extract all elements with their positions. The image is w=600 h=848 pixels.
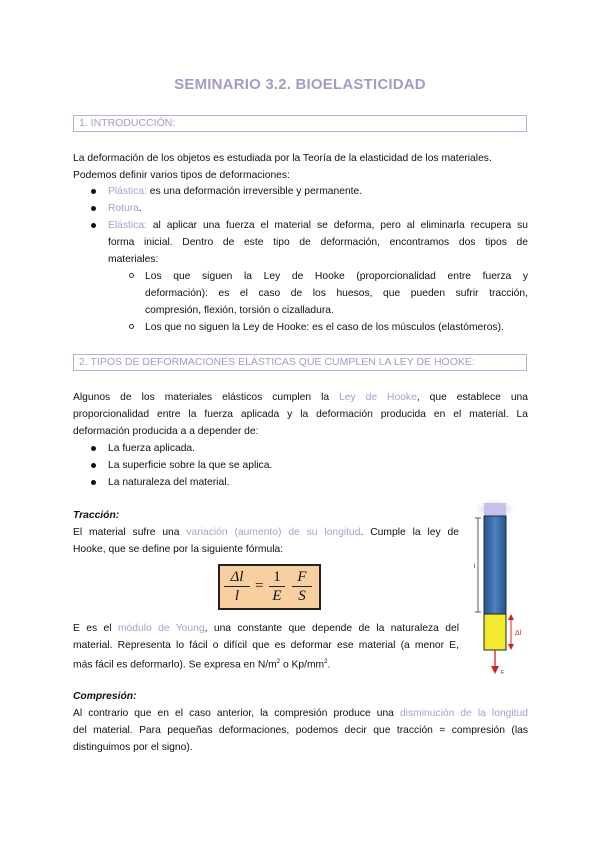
section-2-line-2: proporcionalidad entre la fuerza aplicada y la deformación producida en el material. La [73,409,528,420]
bar-original [484,516,506,614]
label-dl: Δl [515,630,522,637]
bullet-marker [91,206,96,211]
section-2-line-3: deformación producida a a depender de: [73,426,259,437]
term-ley-de-hooke: Ley de Hooke [339,392,417,403]
term-disminucion-longitud: disminución de la longitud [399,708,528,719]
subbullet-marker [129,273,134,278]
term-elastica: Elástica: [108,220,147,231]
page-title: SEMINARIO 3.2. BIOELASTICIDAD [174,76,426,93]
term-variacion-longitud: variación (aumento) de su longitud [186,527,361,538]
anchor-top [484,503,506,516]
formula-equals: = [255,578,264,594]
young-line-3: más fácil es deformarlo). Se expresa en $N/m^2$ o $Kp/mm^2$. [73,659,331,671]
formula-fraction-f-s: $\frac{F}{S}$ [292,569,312,605]
compresion-line-3: distinguimos por el signo). [73,742,193,753]
section-1-heading: 1. INTRODUCCIÓN: [73,115,527,132]
formula-fraction-dl-l: $\frac{\Delta l}{l}$ [224,569,250,605]
bullet-marker [91,223,96,228]
bullet-marker [91,480,96,485]
term-rotura: Rotura [108,203,139,214]
bullet-rotura: Rotura. [108,203,142,214]
young-line-1: E es el módulo de Young, una constante que depende de la naturaleza del [73,623,459,634]
list-item: La fuerza aplicada. [108,443,196,454]
bullet-elastica-line-3: materiales: [108,254,159,265]
subbullet-hooke-line-3: compresión, flexión, torsión o cizalladura. [145,305,334,316]
term-modulo-young: módulo de Young [117,623,205,634]
section-2-line-1: Algunos de los materiales elásticos cumplen la Ley de Hooke, que establece una [73,392,528,403]
formula-fraction-1-e: $\frac{1}{E}$ [269,569,285,605]
intro-line-2: Podemos definir varios tipos de deformaciones: [73,170,290,181]
traction-figure [470,498,530,682]
bullet-marker [91,446,96,451]
bullet-elastica-line-1: Elástica: al aplicar una fuerza el material se deforma, pero al eliminarla recupera su [108,220,528,231]
hooke-formula [218,564,321,610]
compresion-line-2: del material. Para pequeñas deformaciones, podemos decir que tracción = compresión (las [73,725,528,736]
label-l: l [474,564,476,570]
bullet-elastica-line-2: forma inicial. Dentro de este tipo de deformación, encontramos dos tipos de [108,237,528,248]
subbullet-no-hooke: Los que no siguen la Ley de Hooke: es el caso de los músculos (elastómeros). [145,322,504,333]
young-line-2: material. Representa lo fácil o difícil que es deformar ese material (a menor E, [73,640,459,651]
section-2-heading: 2. TIPOS DE DEFORMACIONES ELÁSTICAS QUE CUMPLEN LA LEY DE HOOKE: [73,354,527,371]
list-item: La naturaleza del material. [108,477,230,488]
bullet-marker [91,463,96,468]
bullet-plastica: Plástica: es una deformación irreversible y permanente. [108,186,363,197]
compresion-line-1: Al contrario que en el caso anterior, la compresión produce una disminución de la longitud [73,708,528,719]
bar-elongation [484,614,506,650]
bullet-marker [91,189,96,194]
subbullet-hooke-line-2: deformación): es el caso de los huesos, que pueden sufrir tracción, [145,288,528,299]
traccion-line-1: El material sufre una variación (aumento) de su longitud. Cumple la ley de [73,527,459,538]
subbullet-hooke-line-1: Los que siguen la Ley de Hooke (proporcionalidad entre fuerza y [145,271,528,282]
label-f: F [501,670,505,676]
compresion-heading: Compresión: [73,691,137,702]
subbullet-marker [129,324,134,329]
intro-line-1: La deformación de los objetos es estudiada por la Teoría de la elasticidad de los materiales. [73,153,492,164]
traccion-heading: Tracción: [73,510,120,521]
list-item: La superficie sobre la que se aplica. [108,460,273,471]
traccion-line-2: Hooke, que se define por la siguiente fórmula: [73,544,284,555]
term-plastica: Plástica: [108,186,147,197]
